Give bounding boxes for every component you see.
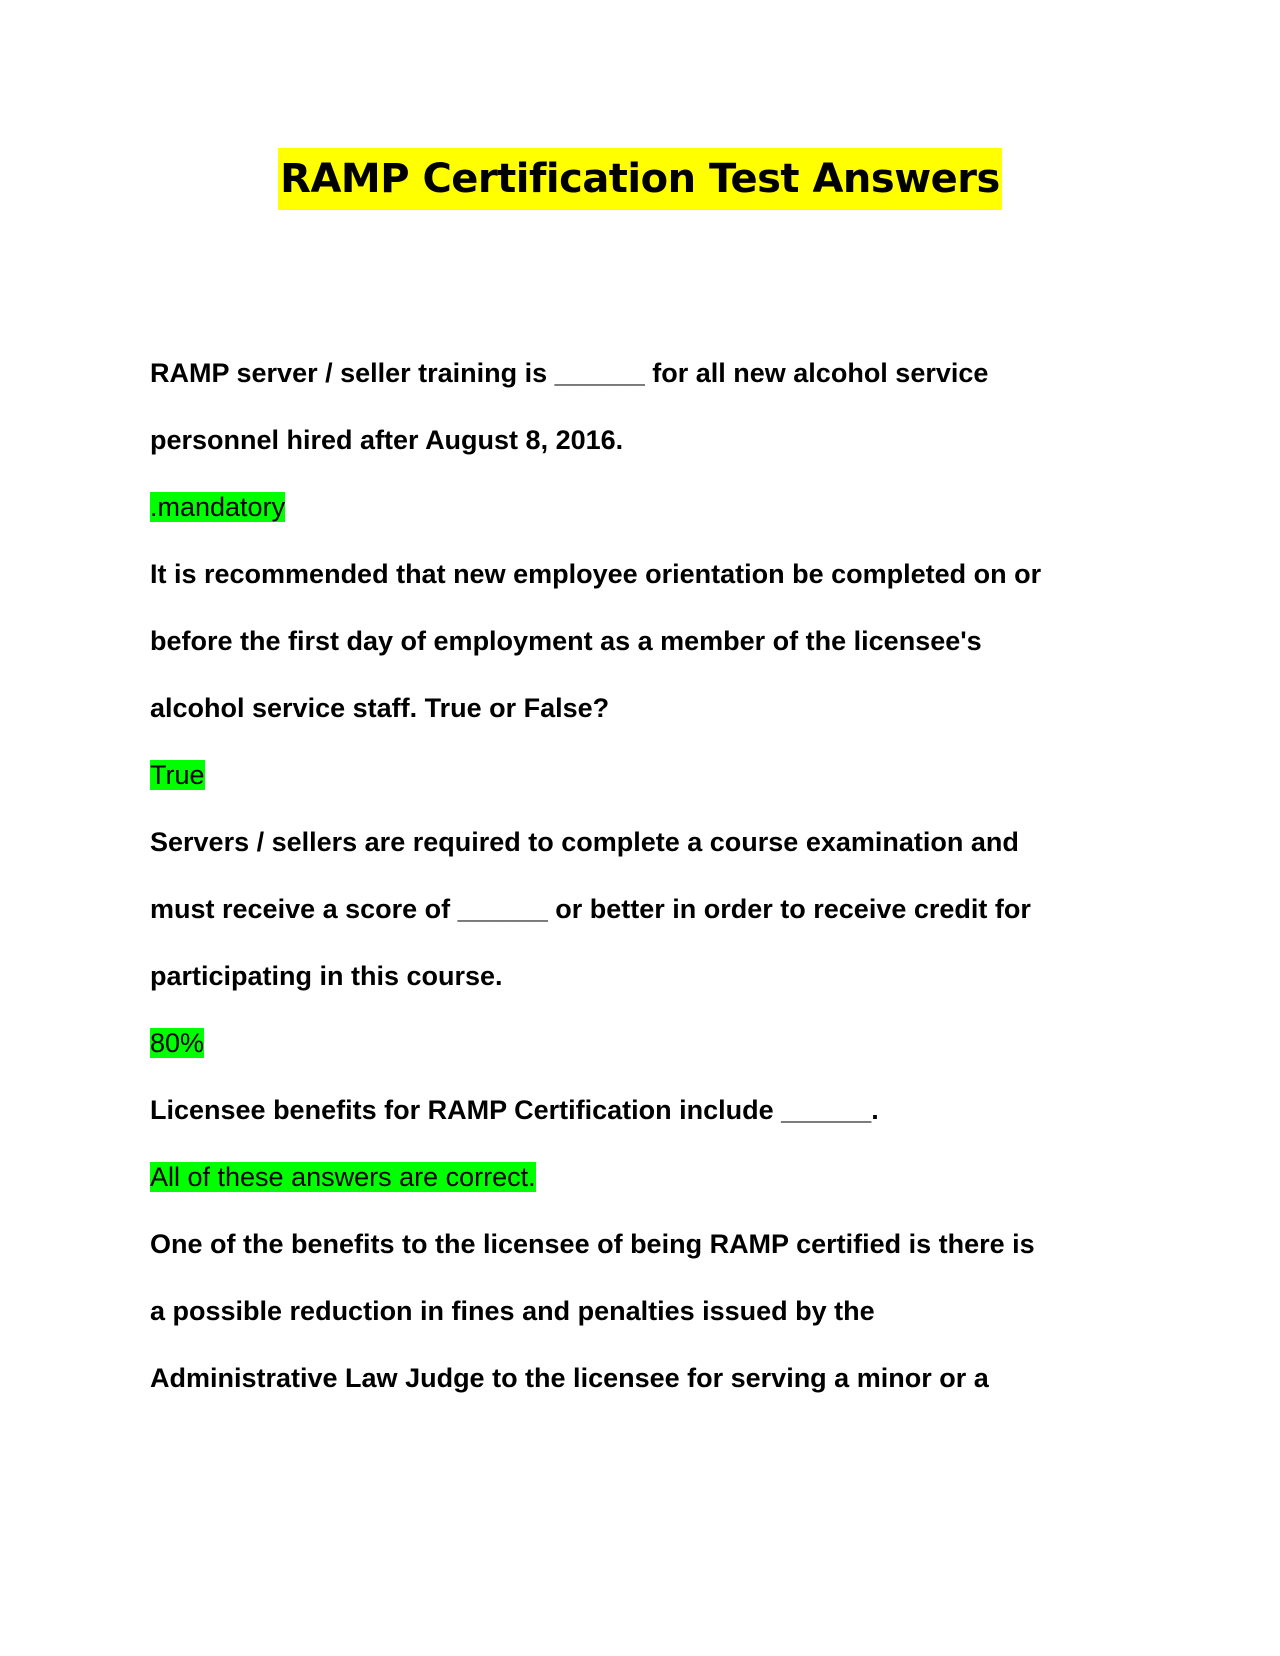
answer-4 — [150, 1144, 1140, 1211]
question-5-line-1: One of the benefits to the licensee of being RAMP certified is there is — [150, 1229, 1035, 1259]
answer-2 — [150, 742, 1140, 809]
question-5-line-3: Administrative Law Judge to the licensee for serving a minor or a — [150, 1363, 989, 1393]
question-2-line-1: It is recommended that new employee orientation be completed on or — [150, 559, 1042, 589]
document-title: RAMP Certification Test Answers — [278, 148, 1002, 210]
answer-1-highlight: .mandatory — [150, 492, 286, 522]
answer-3-highlight: 80% — [150, 1028, 205, 1058]
question-5-line-2: a possible reduction in fines and penalties issued by the — [150, 1296, 875, 1326]
question-1-line-1: RAMP server / seller training is ______ for all new alcohol service — [150, 358, 989, 388]
answer-4-highlight: All of these answers are correct. — [150, 1162, 536, 1192]
question-3-line-1: Servers / sellers are required to complete a course examination and — [150, 827, 1019, 857]
answer-3 — [150, 1010, 1140, 1077]
question-2-line-2: before the first day of employment as a member of the licensee's — [150, 626, 982, 656]
question-1-line-2: personnel hired after August 8, 2016. — [150, 425, 624, 455]
title-container — [0, 148, 1280, 210]
answer-1 — [150, 474, 1140, 541]
answer-2-highlight: True — [150, 760, 205, 790]
qa-content — [150, 340, 1140, 1412]
question-2-line-3: alcohol service staff. True or False? — [150, 693, 610, 723]
question-3-line-3: participating in this course. — [150, 961, 503, 991]
question-4-line-1: Licensee benefits for RAMP Certification include ______. — [150, 1095, 879, 1125]
question-3-line-2: must receive a score of ______ or better in order to receive credit for — [150, 894, 1031, 924]
